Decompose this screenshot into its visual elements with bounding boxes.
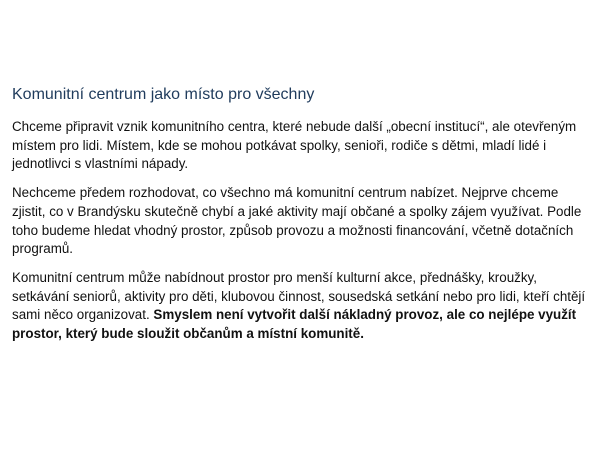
- paragraph-offer: [12, 269, 590, 344]
- section-heading: Komunitní centrum jako místo pro všechny: [12, 86, 315, 103]
- paragraph-offer-emphasis: Smyslem není vytvořit další nákladný provoz, ale co nejlépe využít prostor, který bude sloužit občanům a místní komunitě.: [12, 307, 577, 342]
- paragraph-offer-text: Komunitní centrum může nabídnout prostor pro menší kulturní akce, přednášky, kroužky, setkávání seniorů, aktivity pro děti, klubovou činnost, sousedská setkání nebo pro lidi, kteří chtějí sami něco organizovat.: [12, 269, 586, 323]
- paragraph-intro: Chceme připravit vznik komunitního centra, které nebude další „obecní institucí“, ale otevřeným místem pro lidi. Místem, kde se mohou potkávat spolky, senioři, rodiče s dětmi, mladí lidé i jednotlivci s vlastními nápady.: [12, 119, 577, 172]
- paragraph-approach: Nechceme předem rozhodovat, co všechno má komunitní centrum nabízet. Nejprve chceme zjistit, co v Brandýsku skutečně chybí a jaké aktivity mají občané a spolky zájem využívat. Podle toho budeme hledat vhodný prostor, způsob provozu a možnosti financování, včetně dotačních programů.: [12, 185, 582, 257]
- document-page: [12, 84, 590, 354]
